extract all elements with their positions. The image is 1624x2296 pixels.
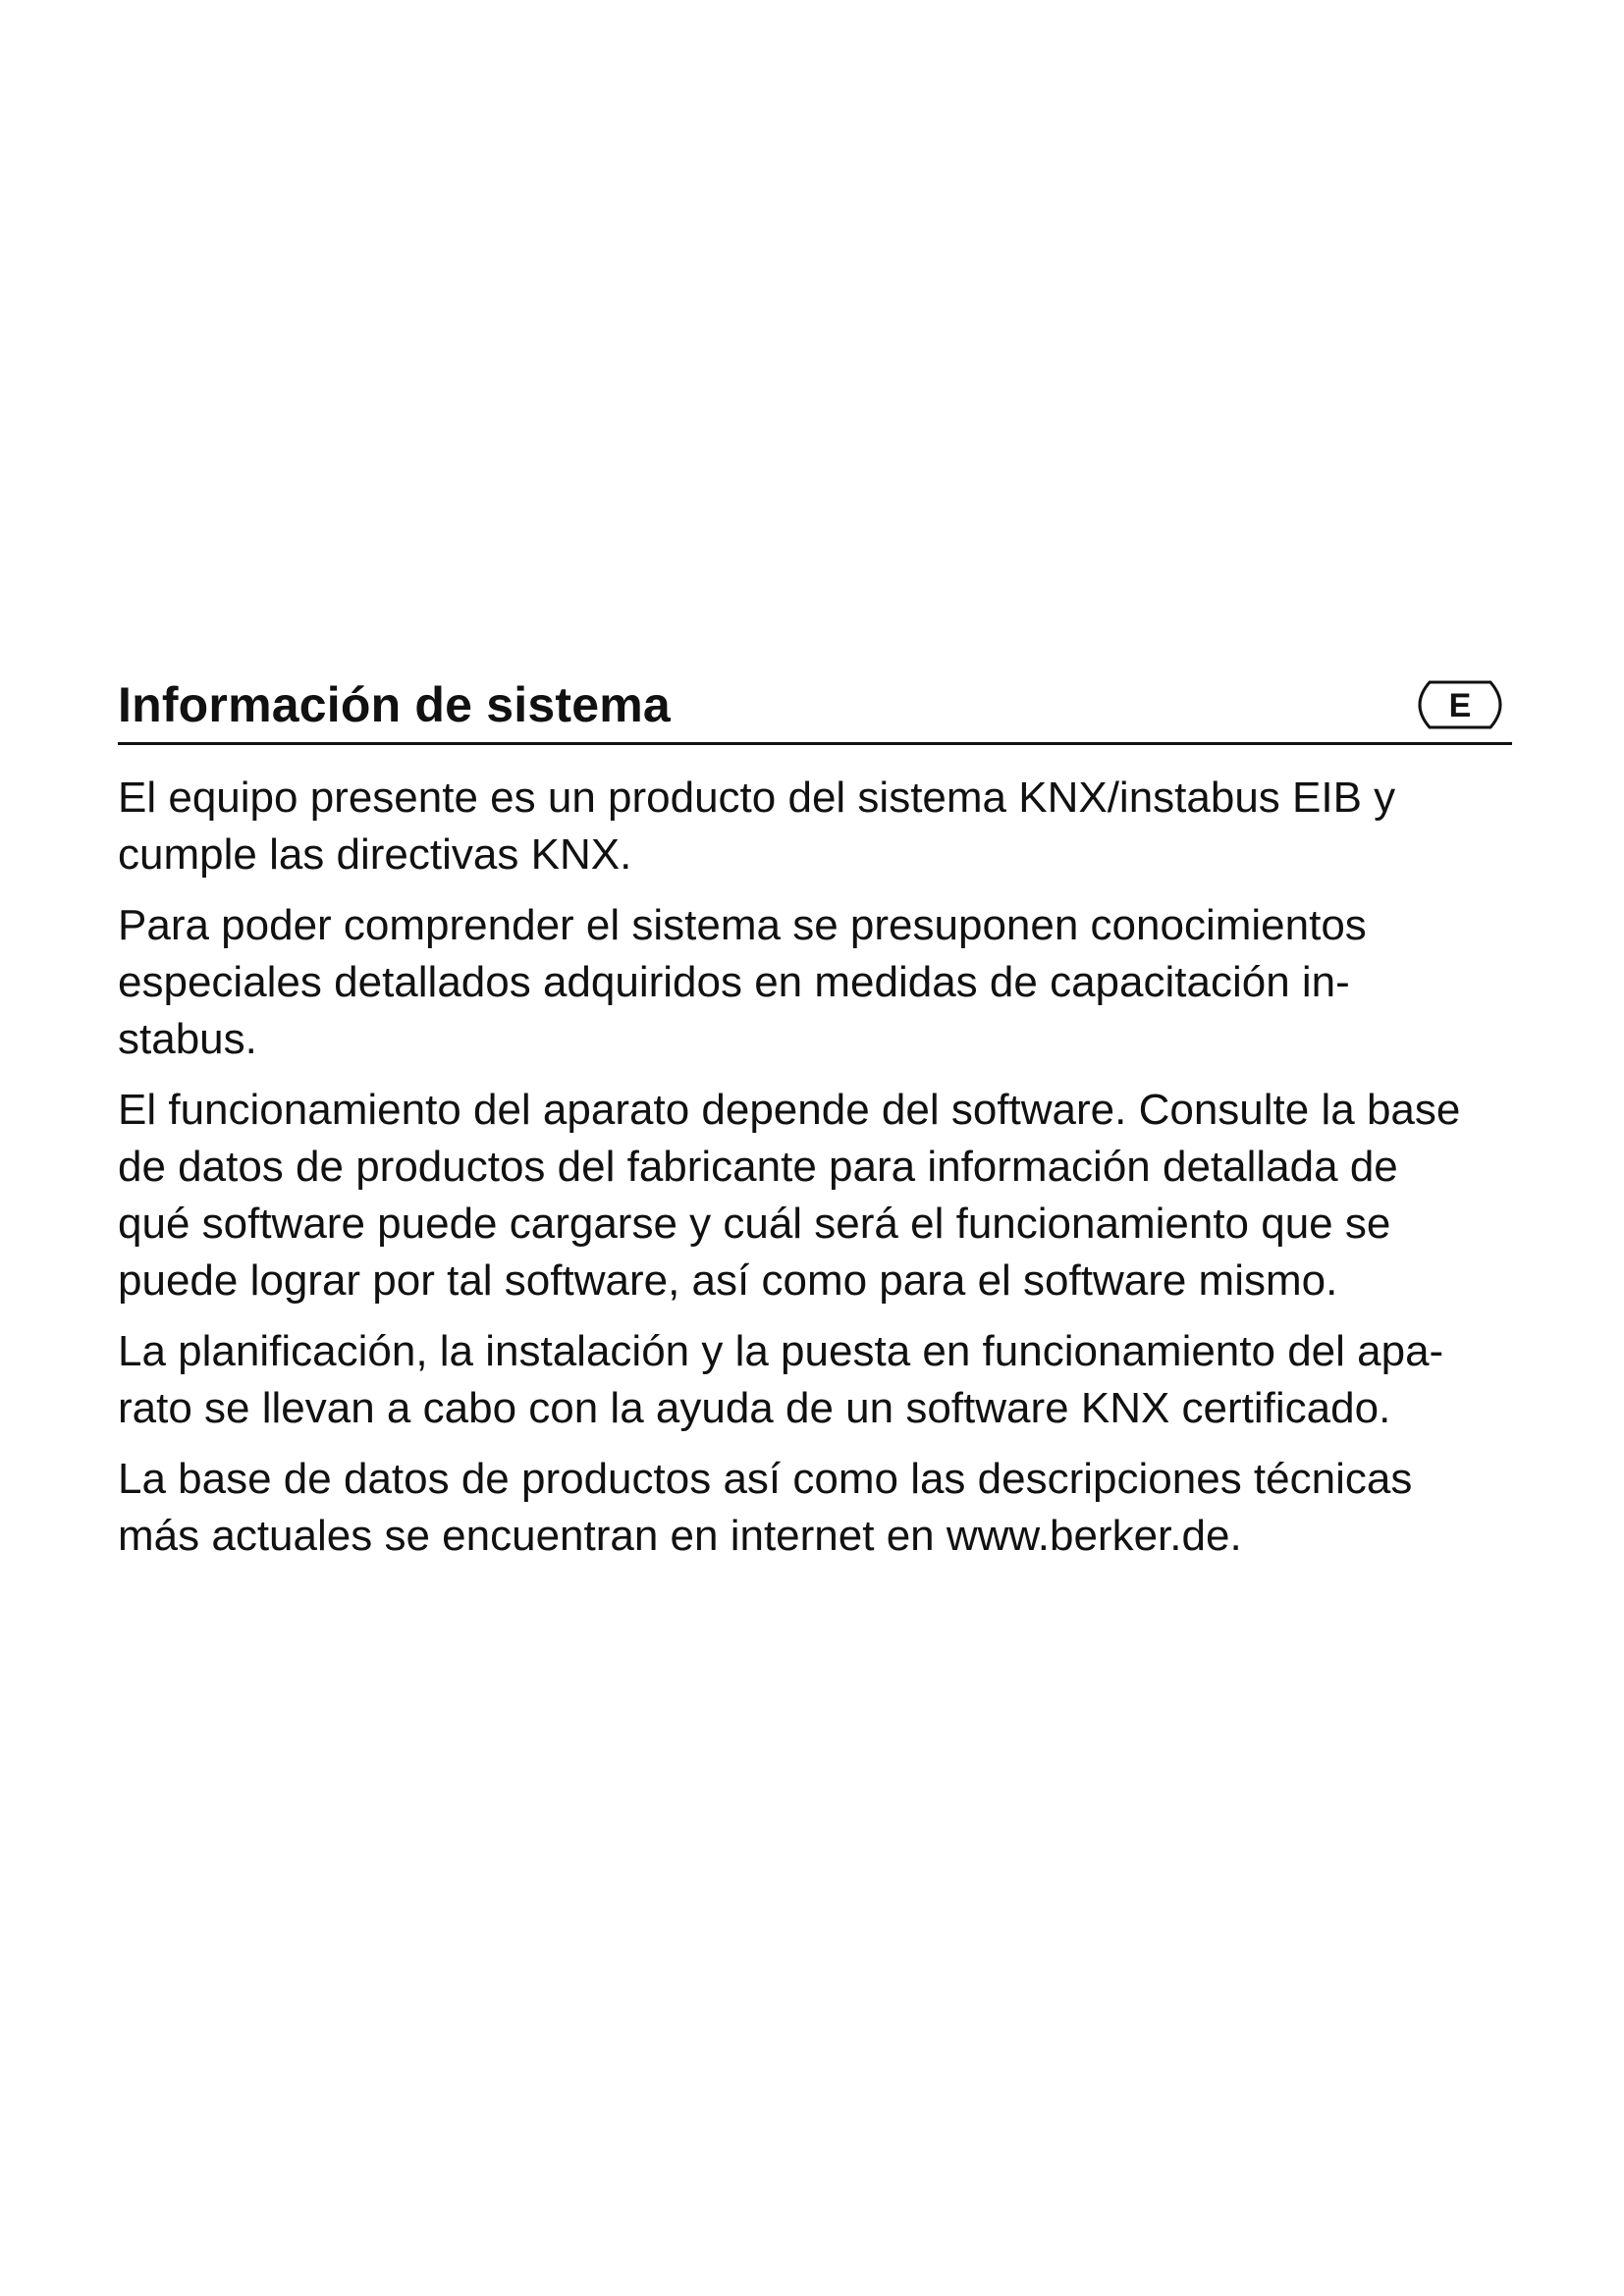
paragraph: El equipo presente es un producto del sistema KNX/instabus EIB y cumple las directivas KNX. xyxy=(118,774,1396,879)
paragraph: El funcionamiento del aparato depende del software. Consulte la base de datos de productos del fabricante para información detallada de qué software puede cargarse y cuál será el funcionamiento que se puede lograr por tal software, así como para el software mismo. xyxy=(118,1086,1461,1305)
language-badge-shape xyxy=(1408,679,1512,730)
language-code: E xyxy=(1448,687,1472,724)
section-header xyxy=(118,660,1512,750)
header-divider xyxy=(118,742,1512,745)
paragraph: La base de datos de productos así como las descripciones técnicas más actuales se encuentran en internet en www.berker.de. xyxy=(118,1455,1413,1560)
section-body xyxy=(118,770,1591,1578)
language-badge-icon xyxy=(1408,679,1512,730)
section-title: Información de sistema xyxy=(118,677,671,732)
paragraph: Para poder comprender el sistema se presuponen conocimientos especiales detallados adquiridos en medidas de capacitación in- stabus. xyxy=(118,901,1367,1063)
paragraph: La planificación, la instalación y la puesta en funcionamiento del apa- rato se llevan a cabo con la ayuda de un software KNX certificado. xyxy=(118,1327,1444,1432)
